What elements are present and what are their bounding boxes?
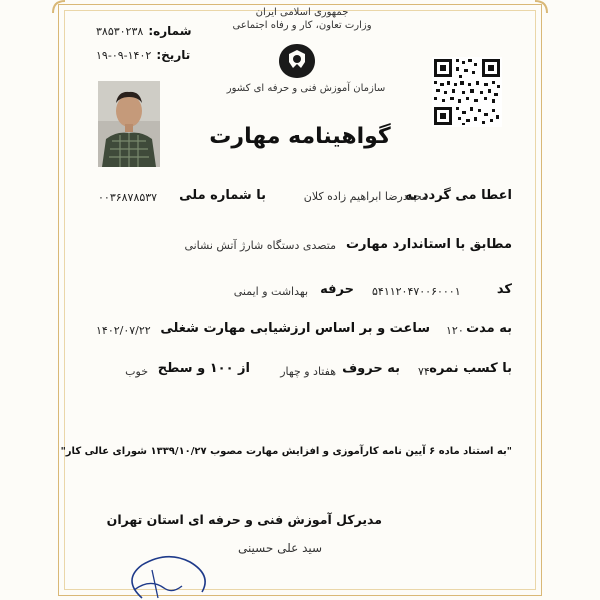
qr-code-icon xyxy=(432,57,502,127)
awarded-label: اعطا می گردد به xyxy=(404,188,512,203)
out-of-label: از ۱۰۰ و سطح xyxy=(157,361,250,376)
corner-ornament-icon xyxy=(534,0,548,14)
assessment-date: ۱۴۰۲/۰۷/۲۲ xyxy=(96,324,151,337)
number-label: شماره: xyxy=(148,24,192,38)
signature-icon xyxy=(112,520,222,600)
gov-line-2: وزارت تعاون، کار و رفاه اجتماعی xyxy=(232,20,372,31)
score-words: هفتاد و چهار xyxy=(280,365,336,378)
score-value: ۷۴ xyxy=(418,365,430,378)
trade-label: حرفه xyxy=(320,282,354,297)
org-name: سازمان آموزش فنی و حرفه ای کشور xyxy=(226,83,386,94)
code-value: ۵۴۱۱۲۰۴۷۰۰۶۰۰۰۱ xyxy=(372,285,461,298)
certificate-title: گواهینامه مهارت xyxy=(209,124,391,149)
signer-name: سید علی حسینی xyxy=(237,541,323,555)
duration-label: به مدت xyxy=(466,321,512,336)
trade-value: بهداشت و ایمنی xyxy=(233,285,308,298)
duration-value: ۱۲۰ xyxy=(446,324,464,337)
code-label: کد xyxy=(496,282,512,297)
holder-name: محمدرضا ابراهیم زاده کلان xyxy=(303,190,428,203)
in-words-label: به حروف xyxy=(342,361,400,376)
corner-ornament-icon xyxy=(52,0,66,14)
national-id: ۰۰۳۶۸۷۸۵۳۷ xyxy=(98,191,158,204)
date-label: تاریخ: xyxy=(156,48,191,62)
date-value: ۱۴۰۲-۰۹-۱۹ xyxy=(96,49,152,62)
legal-basis: "به استناد ماده ۶ آیین نامه کارآموزی و افزایش مهارت مصوب ۱۳۳۹/۱۰/۲۷ شورای عالی کار" xyxy=(60,446,512,457)
certificate-number xyxy=(96,20,192,39)
national-id-label: با شماره ملی xyxy=(179,188,266,203)
certificate-date xyxy=(96,44,190,63)
standard-name: متصدی دستگاه شارژ آتش نشانی xyxy=(184,239,336,252)
signer-title: مدیرکل آموزش فنی و حرفه ای استان تهران xyxy=(106,512,382,527)
score-label: با کسب نمره xyxy=(429,361,512,376)
number-value: ۳۸۵۳۰۲۳۸ xyxy=(96,25,144,38)
gov-line-1: جمهوری اسلامی ایران xyxy=(255,7,349,18)
standard-label: مطابق با استاندارد مهارت xyxy=(345,237,512,252)
tvto-logo-icon xyxy=(277,42,317,80)
level-value: خوب xyxy=(125,365,148,378)
hours-label: ساعت و بر اساس ارزشیابی مهارت شغلی xyxy=(160,321,430,336)
